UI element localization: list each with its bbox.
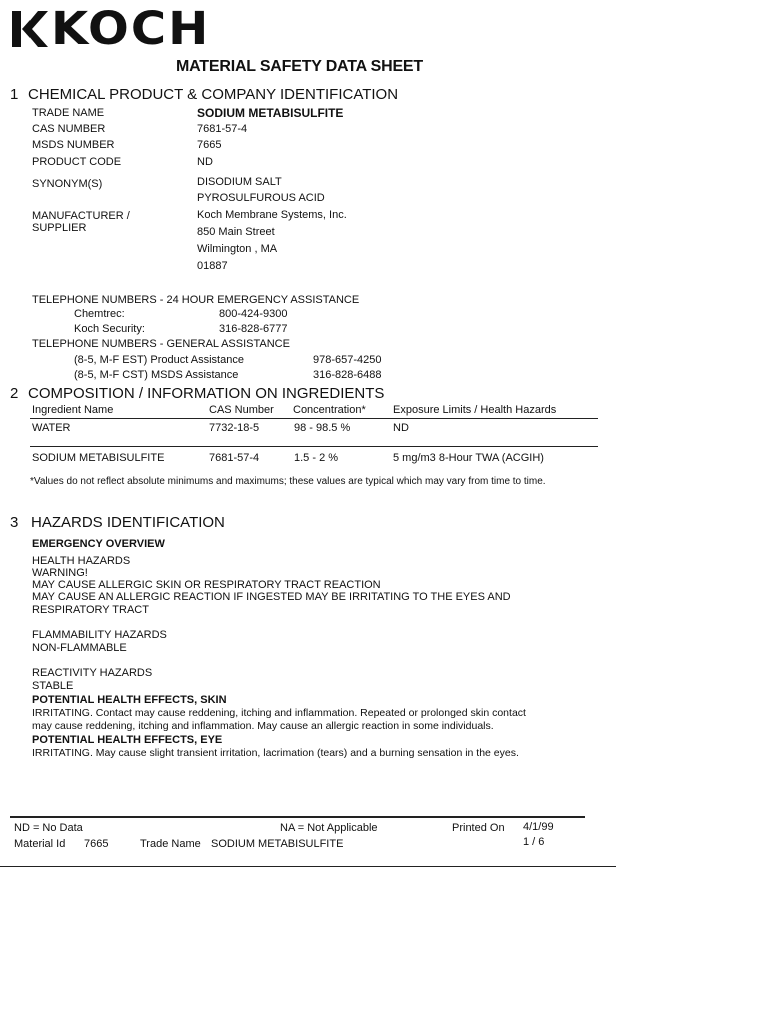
column-header-exposure: Exposure Limits / Health Hazards: [393, 404, 557, 416]
msds-number-value: 7665: [197, 139, 222, 151]
health-hazards-line: WARNING!: [32, 567, 88, 579]
column-header-cas: CAS Number: [209, 404, 274, 416]
koch-logo-icon: [12, 9, 48, 49]
ingredient-cas: 7732-18-5: [209, 422, 260, 434]
health-hazards-line: MAY CAUSE AN ALLERGIC REACTION IF INGESTED MAY BE IRRITATING TO THE EYES AND: [32, 591, 511, 603]
koch-logo: [12, 2, 211, 56]
column-header-concentration: Concentration*: [293, 404, 366, 416]
skin-effects-text: may cause reddening, itching and inflammation. May cause an allergic reaction in some individuals.: [32, 720, 494, 732]
reactivity-value: STABLE: [32, 680, 74, 692]
synonym-2: PYROSULFUROUS ACID: [197, 192, 325, 204]
manufacturer-name: Koch Membrane Systems, Inc.: [197, 209, 347, 221]
trade-name-label: TRADE NAME: [32, 107, 105, 119]
health-hazards-line: MAY CAUSE ALLERGIC SKIN OR RESPIRATORY TRACT REACTION: [32, 579, 381, 591]
printed-on-label: Printed On: [452, 822, 505, 834]
section-2-number: 2: [10, 385, 19, 402]
emergency-overview-heading: EMERGENCY OVERVIEW: [32, 538, 165, 550]
trade-name-value: SODIUM METABISULFITE: [197, 106, 344, 120]
manufacturer-zip: 01887: [197, 260, 228, 272]
synonym-1: DISODIUM SALT: [197, 176, 282, 188]
ingredient-name: WATER: [32, 422, 71, 434]
emergency-contact-number: 316-828-6777: [219, 323, 288, 335]
manufacturer-label-1: MANUFACTURER /: [32, 210, 130, 222]
general-phone-heading: TELEPHONE NUMBERS - GENERAL ASSISTANCE: [32, 338, 290, 350]
document-title: MATERIAL SAFETY DATA SHEET: [176, 58, 423, 75]
eye-effects-text: IRRITATING. May cause slight transient irritation, lacrimation (tears) and a burning sensation in the eyes.: [32, 747, 519, 759]
footer-trade-name-value: SODIUM METABISULFITE: [211, 838, 344, 850]
table-row-rule: [30, 446, 598, 447]
skin-effects-text: IRRITATING. Contact may cause reddening, itching and inflammation. Repeated or prolonged skin contact: [32, 707, 526, 719]
manufacturer-label-2: SUPPLIER: [32, 222, 87, 234]
flammability-value: NON-FLAMMABLE: [32, 642, 127, 654]
ingredient-concentration: 98 - 98.5 %: [294, 422, 351, 434]
material-id-label: Material Id: [14, 838, 66, 850]
cas-number-value: 7681-57-4: [197, 123, 248, 135]
general-contact-name: (8-5, M-F EST) Product Assistance: [74, 354, 244, 366]
section-2-title: COMPOSITION / INFORMATION ON INGREDIENTS: [28, 385, 385, 402]
emergency-phone-heading: TELEPHONE NUMBERS - 24 HOUR EMERGENCY ASSISTANCE: [32, 294, 360, 306]
skin-effects-heading: POTENTIAL HEALTH EFFECTS, SKIN: [32, 694, 227, 706]
health-hazards-line: HEALTH HAZARDS: [32, 555, 131, 567]
printed-on-date: 4/1/99: [523, 821, 554, 833]
footer-trade-name-label: Trade Name: [140, 838, 201, 850]
na-legend: NA = Not Applicable: [280, 822, 378, 834]
footer-bottom-rule: [0, 866, 616, 867]
section-3-title: HAZARDS IDENTIFICATION: [31, 514, 225, 531]
ingredient-exposure: ND: [393, 422, 409, 434]
health-hazards-line: RESPIRATORY TRACT: [32, 604, 149, 616]
synonyms-label: SYNONYM(S): [32, 178, 103, 190]
emergency-contact-number: 800-424-9300: [219, 308, 288, 320]
ingredient-exposure: 5 mg/m3 8-Hour TWA (ACGIH): [393, 452, 544, 464]
flammability-heading: FLAMMABILITY HAZARDS: [32, 629, 167, 641]
product-code-value: ND: [197, 156, 213, 168]
general-contact-number: 978-657-4250: [313, 354, 382, 366]
ingredient-name: SODIUM METABISULFITE: [32, 452, 165, 464]
page-number: 1 / 6: [523, 836, 545, 848]
eye-effects-heading: POTENTIAL HEALTH EFFECTS, EYE: [32, 734, 223, 746]
footer-top-rule: [10, 816, 585, 818]
section-3-number: 3: [10, 514, 19, 531]
cas-number-label: CAS NUMBER: [32, 123, 106, 135]
ingredient-cas: 7681-57-4: [209, 452, 260, 464]
product-code-label: PRODUCT CODE: [32, 156, 122, 168]
nd-legend: ND = No Data: [14, 822, 83, 834]
table-header-rule: [30, 418, 598, 419]
material-id-value: 7665: [84, 838, 109, 850]
logo-wordmark: KOCH: [51, 2, 211, 56]
emergency-contact-name: Koch Security:: [74, 323, 145, 335]
msds-number-label: MSDS NUMBER: [32, 139, 115, 151]
emergency-contact-name: Chemtrec:: [74, 308, 125, 320]
ingredient-concentration: 1.5 - 2 %: [294, 452, 339, 464]
manufacturer-city: Wilmington , MA: [197, 243, 278, 255]
general-contact-number: 316-828-6488: [313, 369, 382, 381]
general-contact-name: (8-5, M-F CST) MSDS Assistance: [74, 369, 239, 381]
column-header-ingredient: Ingredient Name: [32, 404, 114, 416]
manufacturer-street: 850 Main Street: [197, 226, 275, 238]
concentration-footnote: *Values do not reflect absolute minimums and maximums; these values are typical which may vary from time to time.: [30, 476, 546, 487]
reactivity-heading: REACTIVITY HAZARDS: [32, 667, 153, 679]
section-1-title: CHEMICAL PRODUCT & COMPANY IDENTIFICATION: [28, 86, 399, 103]
section-1-number: 1: [10, 86, 19, 103]
